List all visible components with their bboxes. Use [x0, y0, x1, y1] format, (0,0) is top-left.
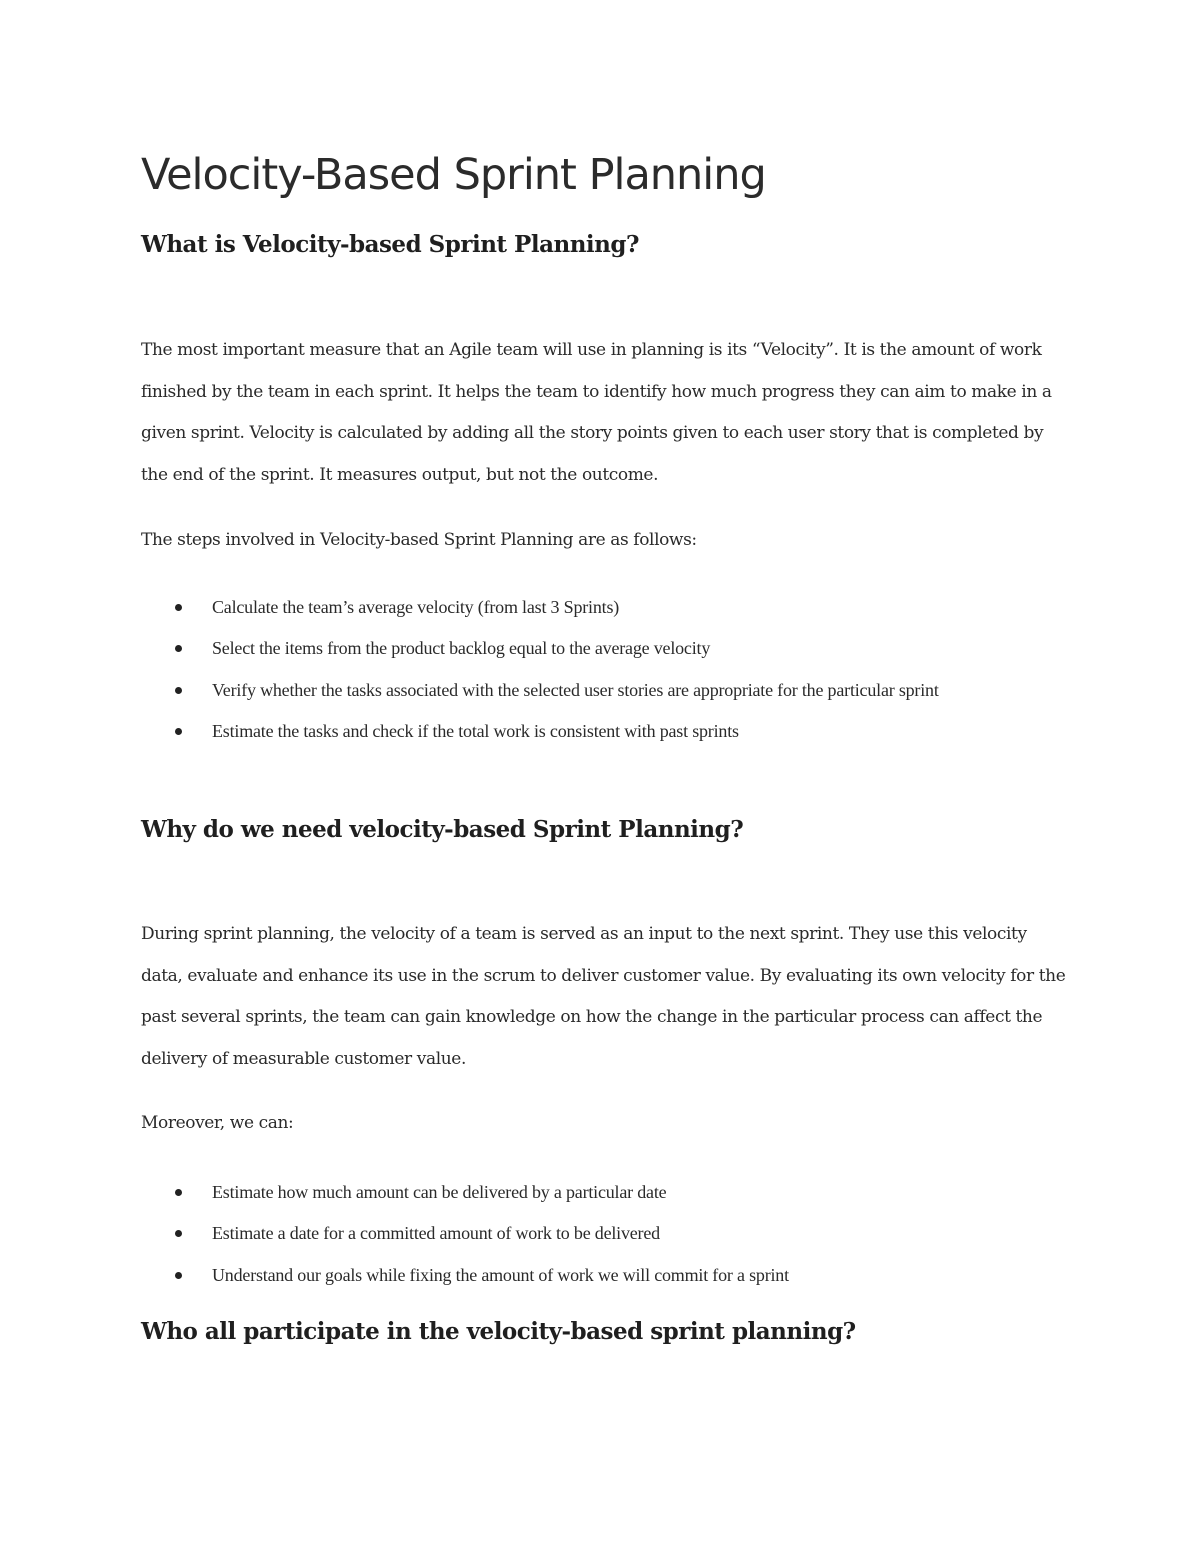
steps-intro: The steps involved in Velocity-based Sprint Planning are as follows: [141, 530, 697, 550]
list-item [172, 587, 1072, 628]
bullet-dot-icon [175, 687, 182, 694]
section-heading-who: Who all participate in the velocity-based sprint planning? [141, 1318, 856, 1345]
list-item [172, 711, 1072, 752]
list-item [172, 670, 1072, 711]
section-paragraph-what: The most important measure that an Agile team will use in planning is its “Velocity”. It is the amount of work finished by the team in each sprint. It helps the team to identify how much progress they can aim to make in a given sprint. Velocity is calculated by adding all the story points given to each user story that is completed by the end of the sprint. It measures output, but not the outcome. [141, 340, 1052, 485]
document-title: Velocity-Based Sprint Planning [141, 150, 766, 200]
bullet-dot-icon [175, 1272, 182, 1279]
bullet-dot-icon [175, 604, 182, 611]
bullet-dot-icon [175, 1230, 182, 1237]
list-item [172, 1213, 1072, 1254]
list-item-text: Select the items from the product backlog equal to the average velocity [212, 638, 711, 659]
steps-list [172, 587, 1072, 752]
list-item-text: Calculate the team’s average velocity (from last 3 Sprints) [212, 597, 620, 617]
bullet-dot-icon [175, 645, 182, 652]
bullet-dot-icon [175, 728, 182, 735]
list-item-text: Verify whether the tasks associated with the selected user stories are appropriate for the particular sprint [212, 679, 939, 700]
section-heading-why: Why do we need velocity-based Sprint Planning? [141, 816, 744, 843]
section-heading-what: What is Velocity-based Sprint Planning? [141, 231, 639, 258]
moreover-intro: Moreover, we can: [141, 1113, 294, 1133]
list-item [172, 1172, 1072, 1213]
list-item-text: Estimate a date for a committed amount of work to be delivered [212, 1223, 660, 1244]
list-item-text: Estimate the tasks and check if the total work is consistent with past sprints [212, 720, 739, 741]
section-paragraph-why: During sprint planning, the velocity of a team is served as an input to the next sprint. They use this velocity data, evaluate and enhance its use in the scrum to deliver customer value. By evaluating its own velocity for the past several sprints, the team can gain knowledge on how the change in the particular process can affect the delivery of measurable customer value. [141, 924, 1066, 1069]
list-item-text: Understand our goals while fixing the amount of work we will commit for a sprint [212, 1264, 789, 1285]
list-item [172, 1255, 1072, 1296]
bullet-dot-icon [175, 1189, 182, 1196]
benefits-list [172, 1172, 1072, 1296]
list-item [172, 628, 1072, 669]
list-item-text: Estimate how much amount can be delivered by a particular date [212, 1182, 667, 1202]
